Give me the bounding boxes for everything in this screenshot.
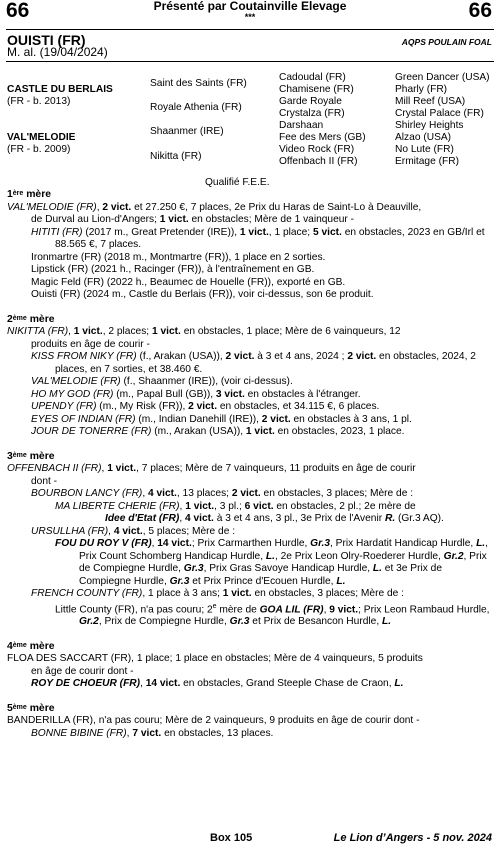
gen4-2: Pharly (FR)	[395, 84, 448, 95]
produce-jour-de-tonerre: JOUR DE TONERRE (FR) (m., Arakan (USA)), 1 vict. en obstacles, 2023, 1 place.	[31, 426, 405, 437]
granddam-summary-cont: produits en âge de courir -	[31, 338, 150, 350]
gen4-4: Crystal Palace (FR)	[395, 108, 484, 119]
produce-hititi: HITITI (FR) (2017 m., Great Pretender (IRE)), 1 vict., 1 place; 5 vict. en obstacles, 2023 en GB/Irl et 88.565 €, 7 places.	[31, 226, 485, 250]
gen2-1: Saint des Saints (FR)	[150, 78, 247, 89]
section-2-heading: 2ème mère	[7, 313, 55, 325]
gen3-1: Cadoudal (FR)	[279, 72, 346, 83]
lot-number-left: 66	[6, 0, 30, 22]
dam-details: (FR - b. 2009)	[7, 144, 71, 155]
produce-little-county: Little County (FR), n'a pas couru; 2e mère de GOA LIL (FR), 9 vict.; Prix Leon Rambaud Hurdle, Gr.2, Prix de Compiegne Hurdle, Gr.3 et Prix de Besancon Hurdle, L.	[55, 602, 490, 628]
produce-magic-feld: Magic Feld (FR) (2022 h., Beaumec de Houelle (FR)), exporté en GB.	[31, 276, 346, 288]
gen3-8: Offenbach II (FR)	[279, 156, 358, 167]
gen4-7: No Lute (FR)	[395, 144, 454, 155]
fourth-dam-summary-cont: en âge de courir dont -	[31, 665, 134, 677]
fifth-dam-summary: BANDERILLA (FR), n'a pas couru; Mère de 2 vainqueurs, 9 produits en âge de courir dont -	[7, 715, 420, 727]
produce-roy-de-choeur: ROY DE CHOEUR (FR), 14 vict. en obstacles, Grand Steeple Chase de Craon, L.	[31, 678, 404, 690]
produce-fou-du-roy: FOU DU ROY V (FR), 14 vict.; Prix Carmarthen Hurdle, Gr.3, Prix Hardatit Handicap Hurdle, L., Prix Count Schomberg Handicap Hurdle, L., 2e Prix Leon Olry-Roederer Hurdle, Gr.2, Prix de Compiegne Hurdle, Gr.3, Prix Gras Savoye Handicap Hurdle, L. et 3e Prix de Compiegne Hurdle, Gr.3 et Prix Prince d'Ecouen Hurdle, L.	[55, 538, 488, 587]
gen3-4: Crystalza (FR)	[279, 108, 345, 119]
produce-french-county: FRENCH COUNTY (FR), 1 place à 3 ans; 1 vict. en obstacles, 3 places; Mère de :	[31, 588, 404, 599]
gen2-3: Shaanmer (IRE)	[150, 126, 224, 137]
produce-upendy: UPENDY (FR) (m., My Risk (FR)), 2 vict. en obstacles, et 34.115 €, 6 places.	[31, 401, 380, 412]
produce-ursullha: URSULLHA (FR), 4 vict., 5 places; Mère de :	[31, 525, 236, 537]
breed-badge: AQPS POULAIN FOAL	[401, 37, 492, 47]
box-number: Box 105	[210, 832, 253, 844]
gen3-3: Garde Royale	[279, 96, 342, 107]
produce-ma-liberte-cherie: MA LIBERTE CHERIE (FR), 1 vict., 3 pl.; 6 vict. en obstacles, 2 pl.; 2e mère de	[55, 500, 416, 512]
produce-valmelodie: VAL'MELODIE (FR) (f., Shaanmer (IRE)), (voir ci-dessus).	[31, 376, 293, 387]
gen2-2: Royale Athenia (FR)	[150, 102, 242, 113]
produce-idee-detat: Idee d'Etat (FR), 4 vict. à 3 et 4 ans, 3 pl., 3e Prix de l'Avenir R. (Gr.3 AQ).	[105, 513, 444, 524]
produce-lipstick: Lipstick (FR) (2021 h., Racinger (FR)), à l'entraînement en GB.	[31, 264, 315, 275]
third-dam-summary-cont: dont -	[31, 475, 58, 487]
qualified-label: Qualifié F.E.E.	[205, 177, 270, 188]
header-divider	[6, 29, 494, 30]
produce-ironmartre: Ironmartre (FR) (2018 m., Montmartre (FR)), 1 place en 2 sorties.	[31, 251, 326, 263]
gen4-5: Shirley Heights	[395, 120, 464, 131]
gen3-2: Chamisene (FR)	[279, 84, 354, 95]
dam-name: VAL'MELODIE	[7, 132, 76, 143]
gen3-7: Video Rock (FR)	[279, 144, 355, 155]
granddam-summary: NIKITTA (FR), 1 vict., 2 places; 1 vict. en obstacles, 1 place; Mère de 6 vainqueurs, 12	[7, 326, 401, 337]
produce-ho-my-god: HO MY GOD (FR) (m., Papal Bull (GB)), 3 vict. en obstacles à l'étranger.	[31, 388, 361, 400]
produce-eyes-of-indian: EYES OF INDIAN (FR) (m., Indian Danehill (IRE)), 2 vict. en obstacles à 3 ans, 1 pl.	[31, 413, 412, 425]
produce-kiss-from-niky: KISS FROM NIKY (FR) (f., Arakan (USA)), 2 vict. à 3 et 4 ans, 2024 ; 2 vict. en obstacles, 2024, 2 places, en 7 sorties, et 38.460 €.	[31, 351, 476, 375]
third-dam-summary: OFFENBACH II (FR), 1 vict., 7 places; Mère de 7 vainqueurs, 11 produits en âge de courir	[7, 463, 416, 474]
lot-number-right: 66	[468, 0, 492, 22]
horse-details: M. al. (19/04/2024)	[7, 45, 108, 59]
gen3-6: Fee des Mers (GB)	[279, 132, 366, 143]
section-1-heading: 1ère mère	[7, 189, 52, 200]
pedigree-divider	[6, 61, 494, 62]
section-3-heading: 3ème mère	[7, 450, 55, 462]
produce-bonne-bibine: BONNE BIBINE (FR), 7 vict. en obstacles, 13 places.	[31, 727, 274, 739]
sale-event: Le Lion d’Angers - 5 nov. 2024	[333, 832, 492, 844]
dam-summary-cont: de Durval au Lion-d'Angers; 1 vict. en obstacles; Mère de 1 vainqueur -	[31, 214, 355, 225]
gen4-3: Mill Reef (USA)	[395, 96, 466, 107]
presenter: Présenté par Coutainville Elevage	[153, 0, 347, 13]
sire-name: CASTLE DU BERLAIS	[7, 84, 113, 95]
dam-summary: VAL'MELODIE (FR), 2 vict. et 27.250 €, 7 places, 2e Prix du Haras de Saint-Lo à Deauville,	[7, 201, 422, 213]
maternal-family	[7, 188, 495, 740]
section-4-heading: 4ème mère	[7, 640, 55, 652]
horse-name: OUISTI (FR)	[7, 32, 86, 48]
sire-details: (FR - b. 2013)	[7, 96, 71, 107]
gen4-6: Alzao (USA)	[395, 132, 452, 143]
gen4-1: Green Dancer (USA)	[395, 72, 490, 83]
gen4-8: Ermitage (FR)	[395, 156, 459, 167]
produce-ouisti: Ouisti (FR) (2024 m., Castle du Berlais (FR)), voir ci-dessus, son 6e produit.	[31, 289, 374, 300]
produce-bourbon-lancy: BOURBON LANCY (FR), 4 vict., 13 places; 2 vict. en obstacles, 3 places; Mère de :	[31, 488, 414, 499]
section-5-heading: 5ème mère	[7, 702, 55, 714]
fourth-dam-summary: FLOA DES SACCART (FR), 1 place; 1 place en obstacles; Mère de 4 vainqueurs, 5 produits	[7, 653, 423, 665]
gen2-4: Nikitta (FR)	[150, 151, 202, 162]
stars: ***	[244, 12, 256, 22]
gen3-5: Darshaan	[279, 120, 324, 131]
